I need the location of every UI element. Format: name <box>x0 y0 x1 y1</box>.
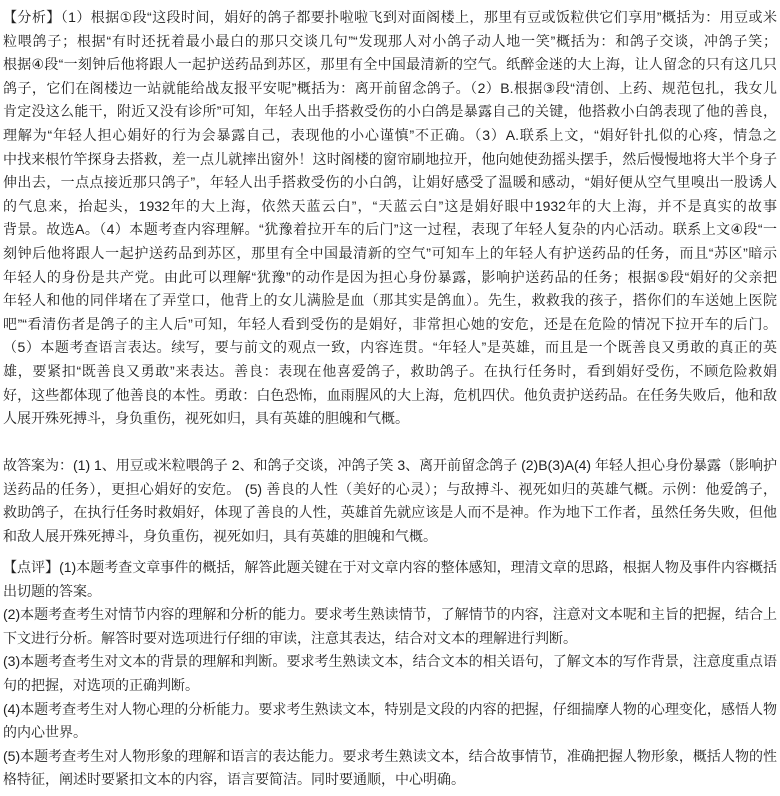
text-line: 【点评】(1)本题考查文章事件的概括，解答此题关键在于对文章内容的整体感知，理清文章的思路，根据人物及事件内容概括 <box>3 559 777 576</box>
text-line: 吧”“看清伤者是鸽子的主人后”可知，年轻人看到受伤的是娟好，非常担心她的安危，还是在危险的情况下拉开车的后门。 <box>3 315 777 332</box>
comment-item-1 <box>3 556 777 603</box>
text-line: （5）本题考查语言表达。续写，要与前文的观点一致，内容连贯。“年轻人”是英雄，而且是一个既善良又勇敢的真正的英 <box>3 339 777 356</box>
text-line: 的内心世界。 <box>3 724 87 741</box>
text-line: 鸽子，它们在阁楼边一站就能给战友报平安呢”概括为：离开前留念鸽子。（2）B.根据③段“清创、上药、规范包扎，我女儿 <box>3 79 777 96</box>
answer-paragraph <box>3 454 777 548</box>
analysis-paragraph <box>3 6 777 431</box>
text-line: 送药品的任务），更担心娟好的安危。 (5) 善良的人性（美好的心灵）；与敌搏斗、视死如归的英雄气概。示例：他爱鸽子， <box>3 480 777 497</box>
text-line: 格特征，阐述时要紧扣文本的内容，语言要简洁。同时要通顺，中心明确。 <box>3 771 465 788</box>
comment-item-5 <box>3 745 777 792</box>
text-line: 人展开殊死搏斗，身负重伤，视死如归，具有英雄的胆魄和气概。 <box>3 410 409 427</box>
text-line: 伸出去，一点点接近那只鸽子”，年轻人出手搭救受伤的小白鸽，让娟好感受了温暖和感动，“娟好便从空气里嗅出一股诱人 <box>3 174 777 191</box>
text-line: 理解为“年轻人担心娟好的行为会暴露自己，表现他的小心谨慎”不正确。（3）A.联系上文，“娟好针扎似的心疼，情急之 <box>3 126 777 143</box>
text-line: 下文进行分析。解答时要对选项进行仔细的审读，注意其表达，结合对文本的理解进行判断。 <box>3 629 577 646</box>
text-line: 和敌人展开殊死搏斗，身负重伤，视死如归，具有英雄的胆魄和气概。 <box>3 527 437 544</box>
comment-section <box>3 556 777 792</box>
comment-item-2 <box>3 603 777 650</box>
text-line: 刻钟后他将跟人一起护送药品到苏区，那里有全中国最清新的空气”可知车上的年轻人有护送药品的任务，而且“苏区”暗示 <box>3 244 777 261</box>
text-line: 中找来根竹竿探身去搭救，差一点儿就摔出窗外！这时阁楼的窗帘刷地拉开，他向她使劲摇头摆手，然后慢慢地将大半个身子 <box>3 150 777 167</box>
text-line: 肯定没这么能干，附近又没有诊所”可知，年轻人出手搭救受伤的小白鸽是暴露自己的关键，他搭救小白鸽表现了他的善良， <box>3 103 777 120</box>
text-line: 句的把握，对选项的正确判断。 <box>3 677 199 694</box>
text-line: 出切题的答案。 <box>3 582 101 599</box>
comment-item-3 <box>3 650 777 697</box>
text-line: 雄，要紧扣“既善良又勇敢”来表达。善良：表现在他喜爱鸽子，救助鸽子。在执行任务时，看到娟好受伤，不顾危险救娟 <box>3 362 777 379</box>
comment-item-4 <box>3 698 777 745</box>
text-line: 粒喂鸽子；根据“有时还抚着最小最白的那只交谈几句”“发现那人对小鸽子动人地一笑”概括为：和鸽子交谈，冲鸽子笑； <box>3 32 777 49</box>
text-line: 背景。故选A。（4）本题考查内容理解。“犹豫着拉开车的后门”这一过程，表现了年轻人复杂的内心活动。联系上文④段“一 <box>3 221 777 238</box>
text-line: 【分析】（1）根据①段“这段时间，娟好的鸽子都要扑啦啦飞到对面阁楼上，那里有豆或饭粒供它们享用”概括为：用豆或米 <box>3 9 777 25</box>
text-line: 救助鸽子，在执行任务时救娟好，体现了善良的人性，英雄首先就应该是人而不是神。作为地下工作者，虽然任务失败，但他 <box>3 504 777 521</box>
text-line: 的气息来，抬起头，1932年的大上海，依然天蓝云白”，“天蓝云白”这是娟好眼中1932年的大上海，并不是真实的故事 <box>3 197 777 214</box>
text-line: 故答案为：(1) 1、用豆或米粒喂鸽子 2、和鸽子交谈，冲鸽子笑 3、离开前留念鸽子 (2)B(3)A(4) 年轻人担心身份暴露（影响护 <box>3 457 777 474</box>
text-line: (5)本题考查考生对人物形象的理解和语言的表达能力。要求考生熟读文本，结合故事情节，准确把握人物形象，概括人物的性 <box>3 747 777 764</box>
text-line: 年轻人的身份是共产党。由此可以理解“犹豫”的动作是因为担心身份暴露，影响护送药品的任务；根据⑤段“娟好的父亲把 <box>3 268 777 285</box>
text-line: (2)本题考查考生对情节内容的理解和分析的能力。要求考生熟读情节，了解情节的内容，注意对文本呢和主旨的把握，结合上 <box>3 606 777 623</box>
text-line: 根据④段“一刻钟后他将跟人一起护送药品到苏区，那里有全中国最清新的空气。纸醉金迷的大上海，让人留念的只有这几只 <box>3 56 777 73</box>
text-line: 年轻人和他的同伴堵在了弄堂口，他背上的女儿满脸是血（那其实是鸽血）。先生，救救我的孩子，搭你们的车送她上医院 <box>3 292 777 309</box>
text-line: 好，这些都体现了他善良的本性。勇敢：白色恐怖，血雨腥风的大上海，危机四伏。他负责护送药品。在任务失败后，他和敌 <box>3 386 777 403</box>
text-line: (4)本题考查考生对人物心理的分析能力。要求考生熟读文本，特别是文段的内容的把握，仔细揣摩人物的心理变化，感悟人物 <box>3 700 777 717</box>
text-line: (3)本题考查考生对文本的背景的理解和判断。要求考生熟读文本，结合文本的相关语句，了解文本的写作背景，注意度重点语 <box>3 653 777 670</box>
